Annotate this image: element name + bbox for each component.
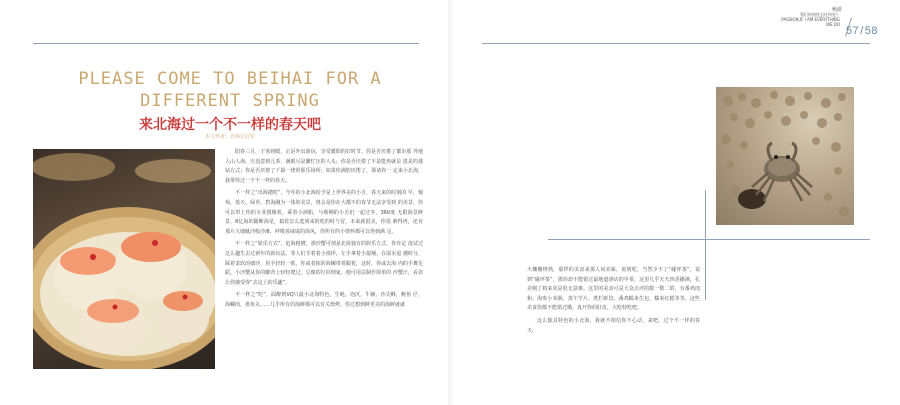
article-body-left — [225, 148, 423, 314]
header-line-2: PASSION,IF I AM EVERYTHING — [781, 17, 840, 22]
paragraph: 不一样之“出海踏吃”，今年的小北海给予是上世界美的小舌，春天来的时刻的 早，葡萄，蓝天、绿草，碧海融为一体的美景，将会是你在大都不的春节无法享受到 的美景，你可以带上你的专业摄像机，乘着小酒船，与蔡柳的小舌们一起过冬，360度 无限海景鲜景，8亿海的随断海星，搞着怎么选到来的吃的时与冒，本来就很美，你很 难得再，还有那片大细腻沙般沙滩，呼吸着咸咸的海风，你所有的小情怀都可以得到满 足。 — [225, 190, 423, 235]
dim-sum-photo — [33, 149, 215, 369]
crab-photo — [716, 87, 854, 225]
page-gutter — [448, 0, 454, 405]
header-tagline — [781, 12, 840, 27]
page-number-separator: / — [860, 25, 864, 37]
paragraph: 不一样之“娱乐方式”，赶海粗槽，那沙蟹可谓是北海独有的娱乐方式，你肯定 没试过这么趣生去过新年的新玩法。等人们手着着小部伊，左手拿着小提桶，在湿水退 潮时分，踩着柔软的细沙，用手轻轻一抓，你或者拣的海螺带着跟着，这时，你或去海 内的手舞足蹈。小沙蟹从你的脚背上轻轻爬过，总像的钉回到家，便可用法制作简单的 沙蟹汁，看表让你感受得“去这上的乐趣”。 — [225, 241, 423, 286]
paragraph: 不一样之“吃”，面醉到VQ只最小北海特色，生蚝，泡沉，牛腩、沙尖酥，鲍鱼 仔，海螺肉，墨鱼丸……几乎所有的海鲜都可以有关烧烤，你过想到鲜更美的海鲜就就 — [225, 292, 423, 308]
dim-sum-illustration — [33, 149, 215, 369]
paragraph: 这么独具特色的小北海，我就不相信你不心动，来吧，过个不一样的春天。 — [527, 317, 700, 334]
page-number-right: 58 — [864, 25, 878, 37]
vertical-rule-right — [705, 190, 706, 300]
article-title-chinese: 来北海过一个不一样的春天吧 — [139, 117, 321, 133]
header-line-3: WE DO — [826, 22, 840, 27]
article-body-right — [527, 266, 700, 339]
top-rule-right — [482, 43, 870, 44]
article-title-english: PLEASE COME TO BEIHAI FOR A DIFFERENT SPRING — [78, 69, 382, 111]
header-section: 畅游 — [831, 7, 842, 13]
paragraph: 阳春三月，于寒初暖，正是外出游玩，享受暖阳的好时节。你是否厌倦了都市那 外地人山人海，压没意到儿茶，满眼尽是繁忙压的人头；你是否厌倦了不是能再就是 恩是的那钻方式；你是否厌倦了千篇一律的那乐场所；如果你满腔厌倦了，那请你一 定来小北海，我带你过一个不一样的春天。 — [225, 149, 423, 184]
header-line-1: 我们的热忱去往何处？ — [800, 12, 840, 17]
top-rule-left — [33, 43, 419, 44]
page-number-left: 57 — [845, 25, 860, 37]
crab-illustration — [716, 87, 854, 225]
paragraph: 火棚棚烤熟，那样的美食来那人间美味。说到吃，当然少不了“碰坪茶”，说到“碰坪茶”，那你却不能错过最地道酒店的早茶，这里几乎天天四香播满，孔差刚了将来更是很无意难。这里的美食可是大众点评的数一数二的，有番鸡肉和、海参小米粥、蒸午芋片、煮栏虾饺、番鸡糯米生包、糯米红糕等等，这些美食你都不能错过哦，真开你的肚皮，大吃特吃吧。 — [527, 267, 700, 312]
article-byline: 本文作者：北海总冠军 — [204, 134, 255, 140]
page-numbers — [846, 25, 878, 37]
horizontal-rule-right — [548, 239, 870, 240]
